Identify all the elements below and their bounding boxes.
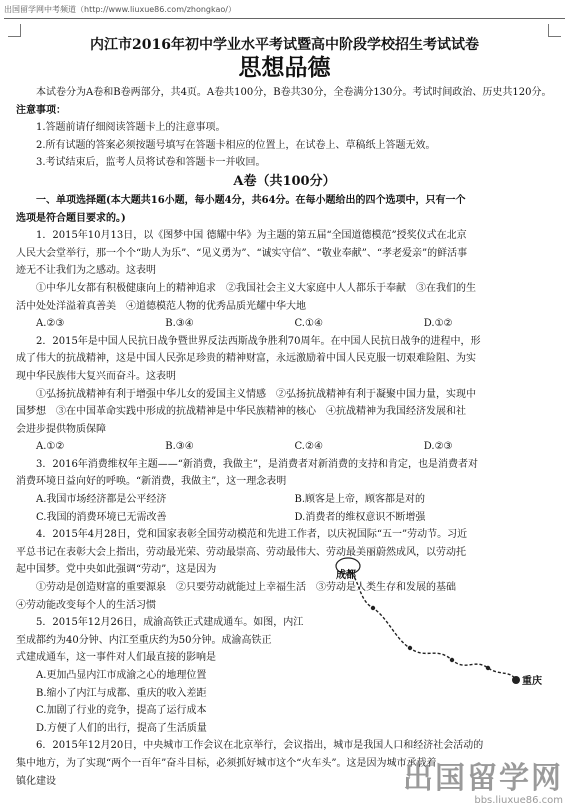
q5-option-a: A.更加凸显内江市成渝之心的地理位置	[36, 670, 207, 681]
q2-options	[16, 438, 553, 456]
q2-option-b: B.③④	[165, 441, 194, 453]
q4-statements: ①劳动是创造财富的重要源泉 ②只要劳动就能过上幸福生活 ③劳动是人类生存和发展的基础	[36, 582, 456, 594]
q2-option-d: D.②③	[423, 441, 453, 453]
q2-statements: ①弘扬抗战精神有利于增强中华儿女的爱国主义情感 ②弘扬抗战精神有利于凝聚中国力量，实现中	[36, 388, 476, 400]
q2-stem: 2．2015年是中国人民抗日战争暨世界反法西斯战争胜利70周年。在中国人民抗日战争的进程中，形	[36, 335, 481, 347]
notice-item: 1.答题前请仔细阅读答题卡上的注意事项。	[36, 122, 226, 134]
page-header-banner: 出国留学网中考频道（http://www.liuxue86.com/zhongkao/）	[4, 4, 565, 19]
subject-title: 思想品德	[238, 54, 331, 81]
q3-stem: 3．2016年消费维权年主题——“新消费，我做主”，是消费者对新消费的支持和肯定，也是消费者对	[36, 458, 479, 470]
railway-map-figure	[318, 548, 543, 700]
q1-stem: 迹无不让我们为之感动。这表明	[16, 265, 156, 277]
q1-statements: 活中处处洋溢着真善美 ④道德模范人物的优秀品质光耀中华大地	[16, 300, 306, 312]
q5-option-d: D.方便了人们的出行，提高了生活质量	[36, 722, 207, 734]
q2-statements: 会进步提供物质保障	[16, 423, 106, 435]
q5-option-c: C.加剧了行业的竞争，提高了运行成本	[36, 705, 207, 717]
q3-option-d: D.消费者的维权意识不断增强	[294, 511, 426, 523]
part1-instructions-cont: 选项是符合题目要求的。)	[16, 212, 126, 224]
q5-option-b: B.缩小了内江与成都、重庆的收入差距	[36, 687, 207, 699]
q1-option-b: B.③④	[165, 318, 194, 330]
stop-marker	[486, 666, 490, 670]
q1-option-c: C.①④	[294, 318, 323, 330]
q3-options	[16, 491, 553, 526]
q6-stem: 集中地方，为了实现“两个一百年”奋斗目标，必须抓好城市这个“火车头”。这是因为城市承载着	[16, 757, 437, 769]
q4-stem: 起中国梦。党中央如此强调“劳动”，这是因为	[16, 564, 217, 576]
notice-heading: 注意事项：	[16, 104, 66, 116]
q5-stem: 5．2015年12月26日，成渝高铁正式建成通车。如图，内江	[36, 617, 304, 629]
q1-option-d: D.①②	[423, 318, 453, 330]
q2-statements: 国梦想 ③在中国革命实践中形成的抗战精神是中华民族精神的核心 ④抗战精神为我国经济发展和社	[16, 406, 466, 418]
q2-option-a: A.①②	[36, 441, 65, 453]
chongqing-marker	[512, 676, 520, 684]
q4-stem: 平总书记在表彰大会上指出，劳动最光荣、劳动最崇高、劳动最伟大、劳动最美丽蔚然成风，以劳动托	[16, 546, 466, 558]
chongqing-label: 重庆	[522, 676, 542, 687]
q2-stem: 成了伟大的抗战精神，这是中国人民弥足珍贵的精神财富，永远激励着中国人民克服一切艰难险阻、为实	[16, 353, 476, 365]
q3-option-c: C.我国的消费环境已无需改善	[36, 511, 167, 523]
q1-options	[16, 315, 553, 333]
q3-option-a: A.我国市场经济都是公平经济	[36, 494, 167, 506]
q5-stem: 式建成通车，这一事件对人们最直接的影响是	[16, 652, 216, 664]
railway-route-line	[348, 570, 516, 680]
notice-item: 3.考试结束后，监考人员将试卷和答题卡一并收回。	[36, 157, 266, 169]
q1-statements: ①中华儿女都有积极健康向上的精神追求 ②我国社会主义大家庭中人人都乐于奉献 ③在我们的生	[36, 282, 476, 294]
q1-stem: 1．2015年10月13日，以《图梦中国 德耀中华》为主题的第五届“全国道德模范”授奖仪式在北京	[36, 230, 467, 242]
stop-marker	[371, 606, 375, 610]
watermark-text: 出国留学网	[403, 761, 563, 796]
q6-stem: 6．2015年12月20日，中央城市工作会议在北京举行，会议指出，城市是我国人口和经济社会活动的	[36, 740, 484, 752]
q1-option-a: A.②③	[36, 318, 65, 330]
site-watermark	[403, 763, 563, 807]
q5-stem: 至成都约为40分钟、内江至重庆约为50分钟。成渝高铁正	[16, 634, 272, 646]
intro-text: 本试卷分为A卷和B卷两部分，共4页。A卷共100分，B卷共30分，全卷满分130分。考试时间政治、历史共120分。	[36, 87, 552, 98]
stop-marker	[408, 646, 412, 650]
q2-stem: 现中华民族伟大复兴而奋斗。这表明	[16, 370, 176, 382]
stop-marker	[450, 658, 454, 662]
q6-stem: 镇化建设	[16, 775, 56, 787]
notice-item: 2.所有试题的答案必须按题号填写在答题卡相应的位置上，在试卷上、草稿纸上答题无效。	[36, 139, 436, 151]
q3-stem: 消费环境日益向好的呼唤。“新消费，我做主”，这一理念表明	[16, 476, 287, 488]
section-a-title: A卷（共100分）	[233, 173, 336, 189]
chengdu-label: 成都	[336, 570, 356, 581]
part1-instructions: 一、单项选择题(本大题共16小题，每小题4分，共64分。在每小题给出的四个选项中，只有一个	[36, 194, 466, 206]
q3-option-b: B.顾客是上帝，顾客都是对的	[294, 494, 426, 506]
q4-stem: 4．2015年4月28日，党和国家表彰全国劳动模范和先进工作者，以庆祝国际“五一”劳动节。习近	[36, 529, 468, 541]
watermark-url: bbs.liuxue86.com	[474, 795, 563, 806]
q4-statements: ④劳动能改变每个人的生活习惯	[16, 599, 156, 611]
q2-option-c: C.②④	[294, 441, 323, 453]
q1-stem: 人民大会堂举行，那一个个“助人为乐”、“见义勇为”、“诚实守信”、“敬业奉献”、“孝老爱亲”的鲜活事	[16, 247, 468, 259]
exam-title: 内江市2016年初中学业水平考试暨高中阶段学校招生考试试卷	[90, 37, 479, 53]
